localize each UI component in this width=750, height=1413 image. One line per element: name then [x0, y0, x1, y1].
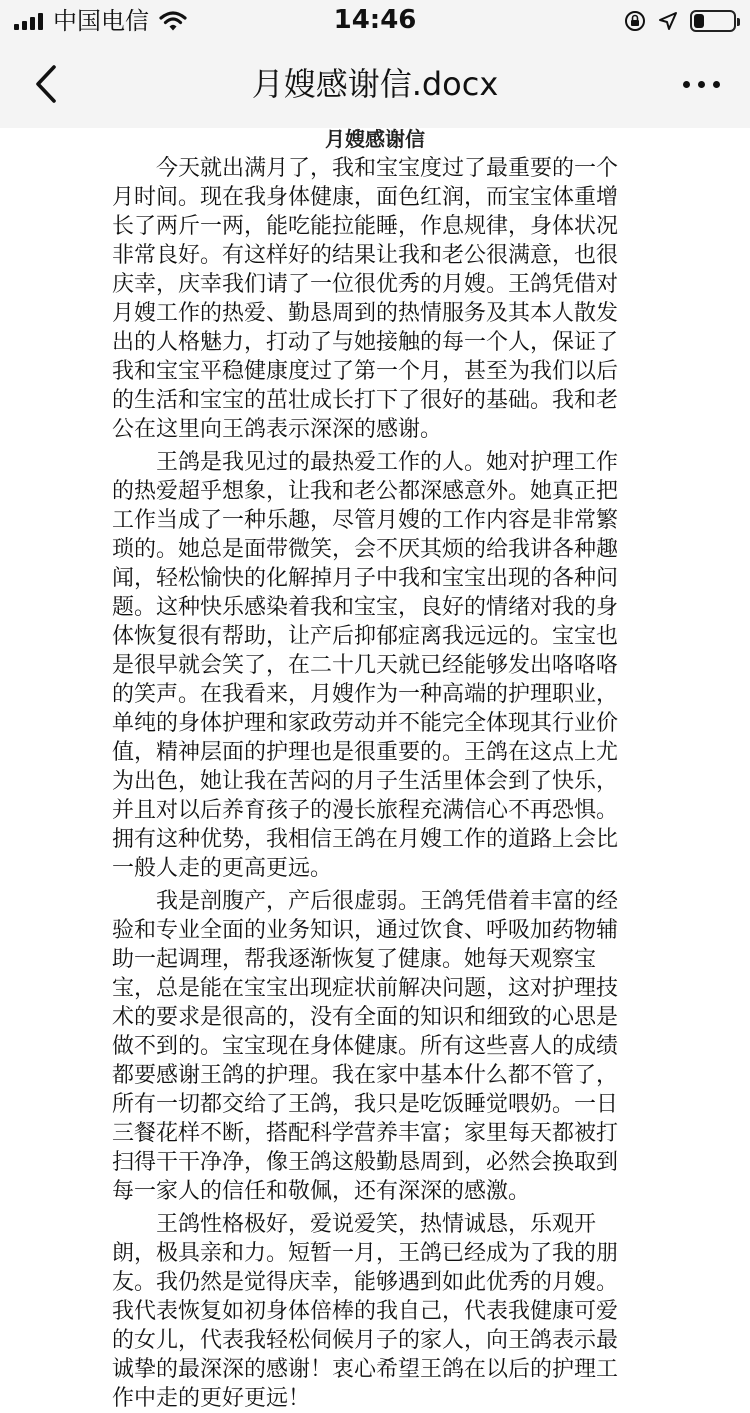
clock-time: 14:46	[333, 5, 417, 35]
document-paragraph: 王鸽是我见过的最热爱工作的人。她对护理工作的热爱超乎想象，让我和老公都深感意外。她真正把工作当成了一种乐趣，尽管月嫂的工作内容是非常繁琐的。她总是面带微笑，会不厌其烦的给我讲各种趣闻，轻松愉快的化解掉月子中我和宝宝出现的各种问题。这种快乐感染着我和宝宝，良好的情绪对我的身体恢复很有帮助，让产后抑郁症离我远远的。宝宝也是很早就会笑了，在二十几天就已经能够发出咯咯咯的笑声。在我看来，月嫂作为一种高端的护理职业，单纯的身体护理和家政劳动并不能完全体现其行业价值，精神层面的护理也是很重要的。王鸽在这点上尤为出色，她让我在苦闷的月子生活里体会到了快乐，并且对以后养育孩子的漫长旅程充满信心不再恐惧。拥有这种优势，我相信王鸽在月嫂工作的道路上会比一般人走的更高更远。	[112, 450, 619, 881]
document-viewer[interactable]	[0, 127, 750, 1411]
carrier-name: 中国电信	[53, 7, 149, 35]
navigation-bar	[0, 40, 750, 128]
more-dot-icon	[698, 81, 705, 88]
document-heading: 月嫂感谢信	[325, 127, 425, 151]
battery-icon	[690, 10, 736, 32]
location-icon	[658, 11, 678, 31]
more-dot-icon	[713, 81, 720, 88]
status-bar	[0, 0, 750, 40]
back-button[interactable]	[22, 60, 70, 108]
status-right	[624, 6, 736, 36]
document-filename-title: 月嫂感谢信.docx	[251, 65, 499, 103]
document-paragraph: 我是剖腹产，产后很虚弱。王鸽凭借着丰富的经验和专业全面的业务知识，通过饮食、呼吸加药物辅助一起调理，帮我逐渐恢复了健康。她每天观察宝宝，总是能在宝宝出现症状前解决问题，这对护理技术的要求是很高的，没有全面的知识和细致的心思是做不到的。宝宝现在身体健康。所有这些喜人的成绩都要感谢王鸽的护理。我在家中基本什么都不管了，所有一切都交给了王鸽，我只是吃饭睡觉喂奶。一日三餐花样不断，搭配科学营养丰富；家里每天都被打扫得干干净净，像王鸽这般勤恳周到，必然会换取到每一家人的信任和敬佩，还有深深的感激。	[112, 889, 619, 1204]
more-dot-icon	[683, 81, 690, 88]
chevron-left-icon	[34, 64, 58, 104]
document-paragraph: 王鸽性格极好，爱说爱笑，热情诚恳，乐观开朗，极具亲和力。短暂一月，王鸽已经成为了我的朋友。我仍然是觉得庆幸，能够遇到如此优秀的月嫂。我代表恢复如初身体倍棒的我自己，代表我健康可爱的女儿，代表我轻松伺候月子的家人，向王鸽表示最诚挚的最深深的感谢！衷心希望王鸽在以后的护理工作中走的更好更远！	[112, 1212, 619, 1411]
more-options-button[interactable]	[683, 66, 720, 102]
orientation-lock-icon	[624, 10, 646, 32]
battery-level	[694, 14, 704, 28]
document-paragraph: 今天就出满月了，我和宝宝度过了最重要的一个月时间。现在我身体健康，面色红润，而宝宝体重增长了两斤一两，能吃能拉能睡，作息规律，身体状况非常良好。有这样好的结果让我和老公很满意，也很庆幸，庆幸我们请了一位很优秀的月嫂。王鸽凭借对月嫂工作的热爱、勤恳周到的热情服务及其本人散发出的人格魅力，打动了与她接触的每一个人，保证了我和宝宝平稳健康度过了第一个月，甚至为我们以后的生活和宝宝的茁壮成长打下了很好的基础。我和老公在这里向王鸽表示深深的感谢。	[112, 156, 619, 442]
